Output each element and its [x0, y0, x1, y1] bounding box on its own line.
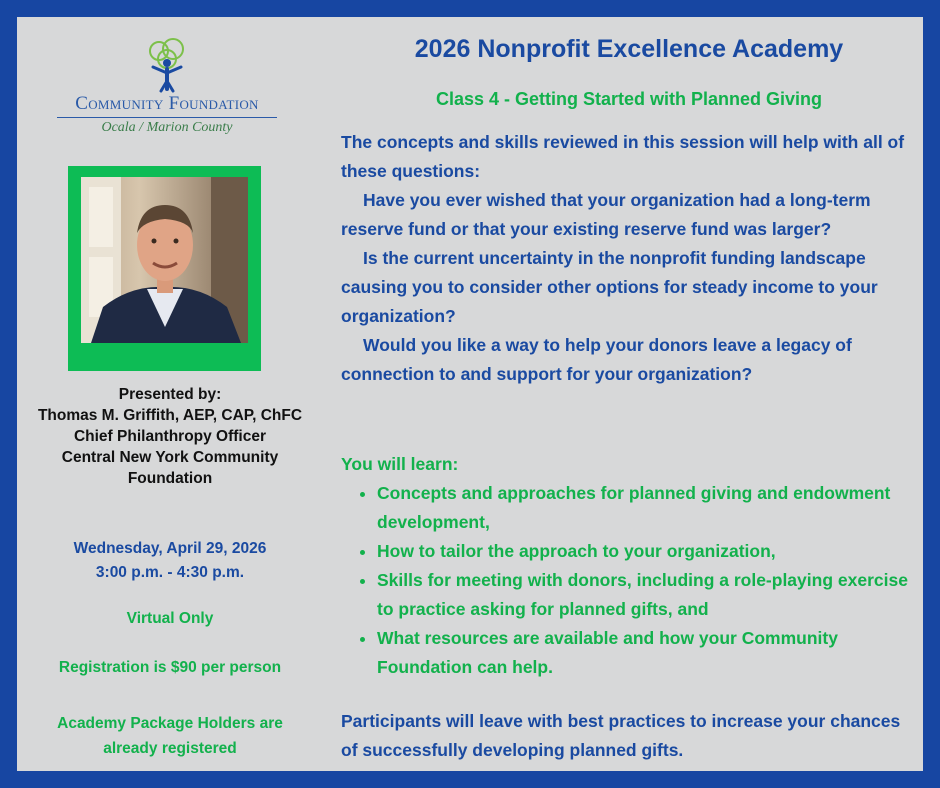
class-subtitle: Class 4 - Getting Started with Planned Giving — [435, 89, 823, 109]
question-2: Is the current uncertainty in the nonprofit funding landscape causing you to consider other options for steady income to your organization? — [341, 248, 878, 326]
presenter-name: Thomas M. Griffith, AEP, CAP, ChFC — [37, 407, 303, 424]
registration-fee: Registration is $90 per person — [58, 659, 282, 676]
package-holders-note — [17, 711, 323, 761]
question-1: Have you ever wished that your organization had a long-term reserve fund or that your existing reserve fund was larger? — [341, 190, 871, 239]
list-item: • How to tailor the approach to your organization, — [377, 537, 911, 566]
presenter-block — [17, 384, 323, 489]
intro-questions — [341, 128, 911, 389]
event-date: Wednesday, April 29, 2026 — [73, 540, 267, 557]
logo-divider — [57, 117, 277, 118]
learn-list — [341, 479, 911, 682]
page-title: 2026 Nonprofit Excellence Academy — [414, 35, 844, 63]
photo-frame — [68, 166, 261, 371]
package-note-line2: already registered — [103, 740, 237, 757]
logo-subtitle: Ocala / Marion County — [101, 120, 233, 135]
question-3: Would you like a way to help your donors leave a legacy of connection to and support for your organization? — [341, 335, 852, 384]
event-format: Virtual Only — [126, 610, 214, 627]
event-time: 3:00 p.m. - 4:30 p.m. — [95, 564, 245, 581]
closing-statement: Participants will leave with best practices to increase your chances of successfully developing planned gifts. — [341, 711, 901, 760]
list-item: • Concepts and approaches for planned giving and endowment development, — [377, 479, 911, 537]
community-foundation-logo — [51, 37, 283, 137]
list-item: • What resources are available and how your Community Foundation can help. — [377, 624, 911, 682]
presenter-photo — [81, 177, 248, 343]
learn-heading: You will learn: — [341, 454, 459, 474]
presented-by-label: Presented by: — [118, 386, 222, 403]
list-item: • Skills for meeting with donors, including a role-playing exercise to practice asking for planned gifts, and — [377, 566, 911, 624]
presenter-org: Central New York Community — [61, 449, 279, 466]
intro-text: The concepts and skills reviewed in this session will help with all of these questions: — [341, 132, 905, 181]
presenter-role: Chief Philanthropy Officer — [73, 428, 267, 445]
package-note-line1: Academy Package Holders are — [57, 715, 283, 732]
flyer-panel — [17, 17, 923, 771]
event-datetime — [17, 537, 323, 585]
presenter-org-cont: Foundation — [127, 470, 213, 487]
tree-person-icon — [143, 37, 191, 95]
logo-name: Community Foundation — [75, 93, 259, 114]
learning-section — [341, 450, 911, 682]
